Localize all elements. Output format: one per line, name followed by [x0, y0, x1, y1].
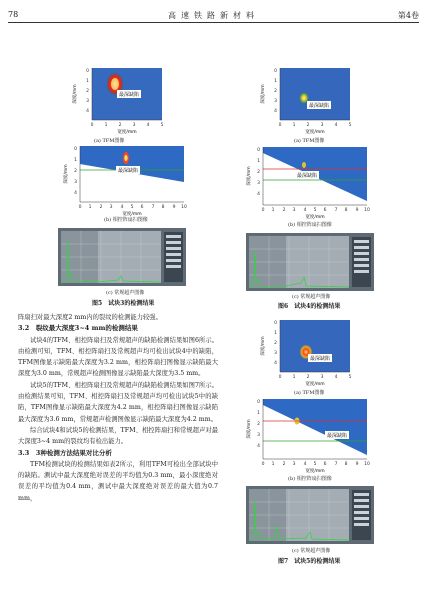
svg-text:9: 9 [355, 462, 359, 467]
svg-text:0: 0 [274, 321, 277, 326]
svg-text:3: 3 [86, 99, 89, 104]
svg-text:2: 2 [282, 462, 286, 467]
svg-text:3: 3 [274, 351, 277, 356]
svg-text:4: 4 [74, 191, 77, 196]
svg-text:2: 2 [257, 422, 260, 427]
running-header [8, 8, 419, 23]
fig6b-caption: (b) 相控阵扇扫图像 [288, 222, 332, 228]
svg-text:4: 4 [274, 361, 277, 366]
fig7-phased-array-image [243, 395, 383, 477]
svg-text:8: 8 [344, 462, 348, 467]
svg-text:3: 3 [257, 433, 260, 438]
svg-text:7: 7 [151, 205, 155, 210]
fig7a-caption: (a) TFM图像 [294, 390, 325, 396]
svg-text:6: 6 [323, 462, 327, 467]
fig6b-xlabel: 宽度/mm [305, 215, 325, 220]
svg-text:3: 3 [257, 181, 260, 186]
svg-text:4: 4 [334, 123, 338, 128]
paragraph: 试块4的TFM、相控阵扇扫及常规超声的缺陷检测结果如图6所示。由检测可知，TFM、相控阵扇扫及常规超声均可检出试块4中的缺陷，TFM图像显示缺陷最大深度为3.2 mm，相控阵扇扫图像显示缺陷最大深度为3.0 mm，常规超声检测图像显示缺陷最大深度为3.5 mm。 [18, 336, 218, 378]
svg-text:7: 7 [334, 462, 338, 467]
svg-text:5: 5 [130, 205, 134, 210]
fig6b-ylabel: 深度/mm [247, 166, 252, 186]
svg-text:2: 2 [274, 341, 277, 346]
svg-text:2: 2 [118, 123, 122, 128]
fig6c-caption: (c) 常规超声图像 [292, 294, 331, 300]
svg-text:9: 9 [355, 208, 359, 213]
svg-text:3: 3 [274, 99, 277, 104]
svg-text:4: 4 [86, 109, 89, 114]
section-heading-3-3: 3.3 3种检测方法结果对比分析 [18, 448, 112, 457]
paragraph: 试块5的TFM、相控阵扇扫及常规超声的缺陷检测结果如图7所示。由检测结果可知，TFM、相控阵扇扫及常规超声均可检出试块5中的缺陷，TFM图像显示缺陷最大深度为4.2 mm，相控阵扇扫图像显示缺陷最大深度为3.6 mm，常规超声检测图像显示缺陷最大深度为4.2 mm。 [18, 381, 218, 423]
svg-text:0: 0 [78, 205, 82, 210]
svg-text:3: 3 [292, 462, 296, 467]
svg-text:4: 4 [257, 444, 260, 449]
fig6a-ylabel: 深度/mm [261, 84, 266, 104]
svg-text:1: 1 [86, 79, 89, 84]
svg-text:5: 5 [160, 123, 164, 128]
svg-text:0: 0 [86, 69, 89, 74]
section-heading-3-2: 3.2 裂纹最大深度3~4 mm的检测结果 [18, 324, 138, 333]
fig7b-caption: (b) 相控阵扇扫图像 [288, 476, 332, 482]
svg-text:2: 2 [306, 123, 310, 128]
fig5a-xlabel: 宽度/mm [117, 130, 137, 135]
svg-text:1: 1 [257, 159, 260, 164]
svg-text:1: 1 [74, 158, 77, 163]
fig5-tfm-image [64, 64, 174, 142]
fig5b-defect-label: 最深缺陷 [117, 168, 139, 174]
svg-text:10: 10 [364, 462, 370, 467]
svg-text:0: 0 [74, 147, 77, 152]
svg-text:2: 2 [282, 208, 286, 213]
fig6a-defect-label: 最深缺陷 [308, 103, 330, 109]
svg-text:0: 0 [261, 462, 265, 467]
svg-text:2: 2 [274, 89, 277, 94]
svg-text:3: 3 [132, 123, 136, 128]
fig7-tfm-image [252, 316, 362, 394]
svg-text:4: 4 [303, 208, 307, 213]
svg-text:9: 9 [172, 205, 176, 210]
svg-text:3: 3 [320, 123, 324, 128]
fig7b-xlabel: 宽度/mm [305, 469, 325, 474]
fig6b-defect-label: 最深缺陷 [296, 173, 318, 179]
fig7-caption: 图7 试块5的检测结果 [278, 558, 341, 565]
fig6a-caption: (a) TFM图像 [294, 138, 325, 144]
fig5-caption: 图5 试块3的检测结果 [92, 300, 155, 307]
svg-text:0: 0 [257, 148, 260, 153]
journal-title: 高速铁路新材料 [168, 11, 259, 20]
svg-text:0: 0 [90, 123, 94, 128]
fig5b-ylabel: 深度/mm [64, 164, 69, 184]
svg-text:1: 1 [271, 462, 275, 467]
fig5c-caption: (c) 常规超声图像 [106, 290, 145, 296]
svg-text:4: 4 [274, 109, 277, 114]
svg-text:8: 8 [161, 205, 165, 210]
fig6-tfm-image [252, 64, 362, 142]
svg-text:1: 1 [88, 205, 92, 210]
paragraph: 综合试块4和试块5的检测结果，TFM、相控阵扇扫和常规超声对最大深度3~4 mm的裂纹均有检出能力。 [18, 426, 218, 446]
svg-text:8: 8 [344, 208, 348, 213]
fig7a-ylabel: 深度/mm [261, 336, 266, 356]
svg-text:5: 5 [313, 462, 317, 467]
svg-text:0: 0 [274, 69, 277, 74]
svg-text:3: 3 [109, 205, 113, 210]
svg-text:4: 4 [334, 375, 338, 380]
svg-text:10: 10 [364, 208, 370, 213]
svg-text:1: 1 [257, 411, 260, 416]
svg-text:1: 1 [274, 331, 277, 336]
svg-text:1: 1 [292, 375, 296, 380]
svg-text:1: 1 [292, 123, 296, 128]
svg-text:5: 5 [348, 123, 352, 128]
paragraph: 阵扇扫对最大深度2 mm内的裂纹的检测能力较强。 [18, 314, 162, 321]
fig5b-caption: (b) 相控阵扇扫图像 [104, 217, 148, 223]
fig7b-ylabel: 深度/mm [247, 419, 252, 439]
svg-text:3: 3 [74, 180, 77, 185]
fig5-ultrasonic-image [58, 228, 186, 286]
fig6-caption: 图6 试块4的检测结果 [278, 303, 341, 310]
fig6-phased-array-image [243, 143, 383, 223]
svg-text:1: 1 [274, 79, 277, 84]
svg-text:7: 7 [334, 208, 338, 213]
volume-label: 第4卷 [397, 11, 419, 20]
svg-text:2: 2 [99, 205, 103, 210]
svg-text:2: 2 [86, 89, 89, 94]
svg-text:0: 0 [278, 123, 282, 128]
svg-text:4: 4 [257, 192, 260, 197]
svg-text:0: 0 [257, 400, 260, 405]
paragraph: TFM检测试块的检测结果如表2所示，利用TFM可检出全部试块中的缺陷。测试中最大深度绝对误差的平均值为0.3 mm，最小深度绝对误差的平均值为0.4 mm，测试中最大深度绝对误差的最大值为0.7 mm， [18, 460, 218, 502]
svg-text:6: 6 [323, 208, 327, 213]
svg-text:1: 1 [271, 208, 275, 213]
fig7c-caption: (c) 常规超声图像 [292, 548, 331, 554]
svg-text:2: 2 [306, 375, 310, 380]
fig7a-xlabel: 宽度/mm [305, 382, 325, 387]
fig5a-ylabel: 深度/mm [73, 84, 78, 104]
fig5a-defect-label: 最深缺陷 [118, 92, 140, 98]
fig6a-xlabel: 宽度/mm [305, 130, 325, 135]
svg-text:0: 0 [278, 375, 282, 380]
svg-text:0: 0 [261, 208, 265, 213]
fig7a-defect-label: 最深缺陷 [309, 356, 331, 362]
svg-text:4: 4 [120, 205, 124, 210]
fig6-ultrasonic-image [246, 233, 374, 291]
svg-text:4: 4 [303, 462, 307, 467]
svg-text:2: 2 [257, 170, 260, 175]
svg-text:4: 4 [146, 123, 150, 128]
fig5a-caption: (a) TFM图像 [94, 138, 125, 144]
fig7b-defect-label: 最深缺陷 [326, 433, 348, 439]
svg-text:3: 3 [292, 208, 296, 213]
svg-text:3: 3 [320, 375, 324, 380]
svg-text:1: 1 [104, 123, 108, 128]
fig5b-xlabel: 宽度/mm [122, 212, 142, 217]
svg-text:10: 10 [181, 205, 187, 210]
svg-text:6: 6 [140, 205, 144, 210]
page-number: 78 [8, 10, 19, 19]
svg-text:5: 5 [313, 208, 317, 213]
fig5-phased-array-image [58, 142, 198, 220]
svg-text:2: 2 [74, 169, 77, 174]
svg-text:5: 5 [348, 375, 352, 380]
body-text [18, 312, 218, 504]
fig7-ultrasonic-image [246, 486, 374, 544]
